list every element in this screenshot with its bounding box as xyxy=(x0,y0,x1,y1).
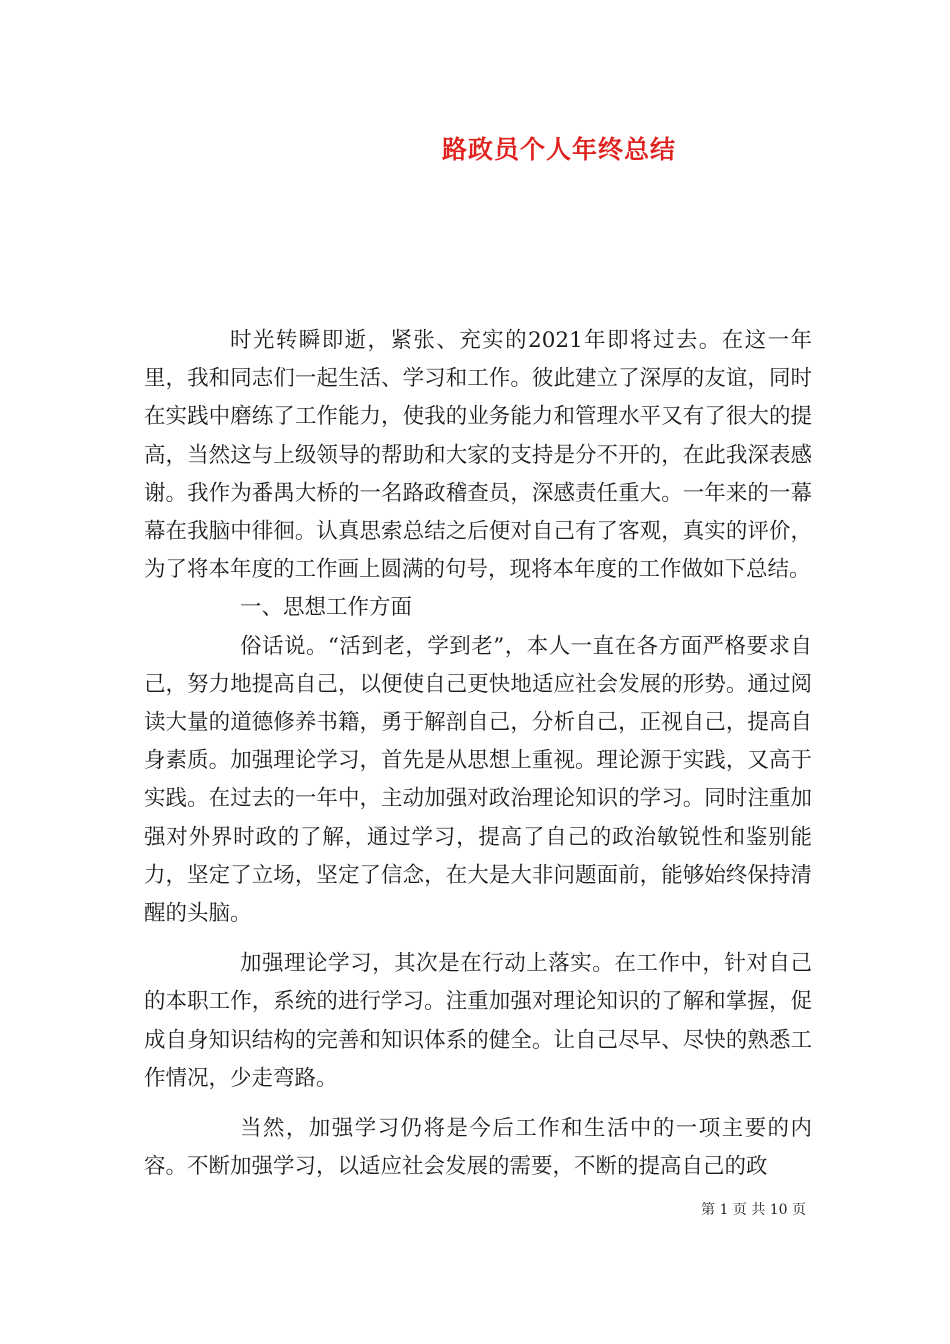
intro-paragraph: 时光转瞬即逝，紧张、充实的2021年即将过去。在这一年里，我和同志们一起生活、学习和工作。彼此建立了深厚的友谊，同时在实践中磨练了工作能力，使我的业务能力和管理水平又有了很大的提高，当然这与上级领导的帮助和大家的支持是分不开的，在此我深表感谢。我作为番禺大桥的一名路政稽查员，深感责任重大。一年来的一幕幕在我脑中徘徊。认真思索总结之后便对自己有了客观，真实的评价，为了将本年度的工作画上圆满的句号，现将本年度的工作做如下总结。 xyxy=(144,328,812,583)
document-title: 路政员个人年终总结 xyxy=(441,135,676,164)
body-paragraph: 当然，加强学习仍将是今后工作和生活中的一项主要的内容。不断加强学习，以适应社会发展的需要，不断的提高自己的政 xyxy=(144,1116,812,1180)
body-paragraph: 加强理论学习，其次是在行动上落实。在工作中，针对自己的本职工作，系统的进行学习。注重加强对理论知识的了解和掌握，促成自身知识结构的完善和知识体系的健全。让自己尽早、尽快的熟悉工作情况，少走弯路。 xyxy=(144,951,812,1091)
body-paragraph: 俗话说。“活到老，学到老”，本人一直在各方面严格要求自己，努力地提高自己，以便使自己更快地适应社会发展的形势。通过阅读大量的道德修养书籍，勇于解剖自己，分析自己，正视自己，提高自身素质。加强理论学习，首先是从思想上重视。理论源于实践，又高于实践。在过去的一年中，主动加强对政治理论知识的学习。同时注重加强对外界时政的了解，通过学习，提高了自己的政治敏锐性和鉴别能力，坚定了立场，坚定了信念，在大是大非问题面前，能够始终保持清醒的头脑。 xyxy=(144,633,812,927)
section-heading: 一、思想工作方面 xyxy=(240,595,413,621)
document-body xyxy=(144,322,812,1186)
page-number-footer: 第 1 页 共 10 页 xyxy=(701,1202,806,1218)
